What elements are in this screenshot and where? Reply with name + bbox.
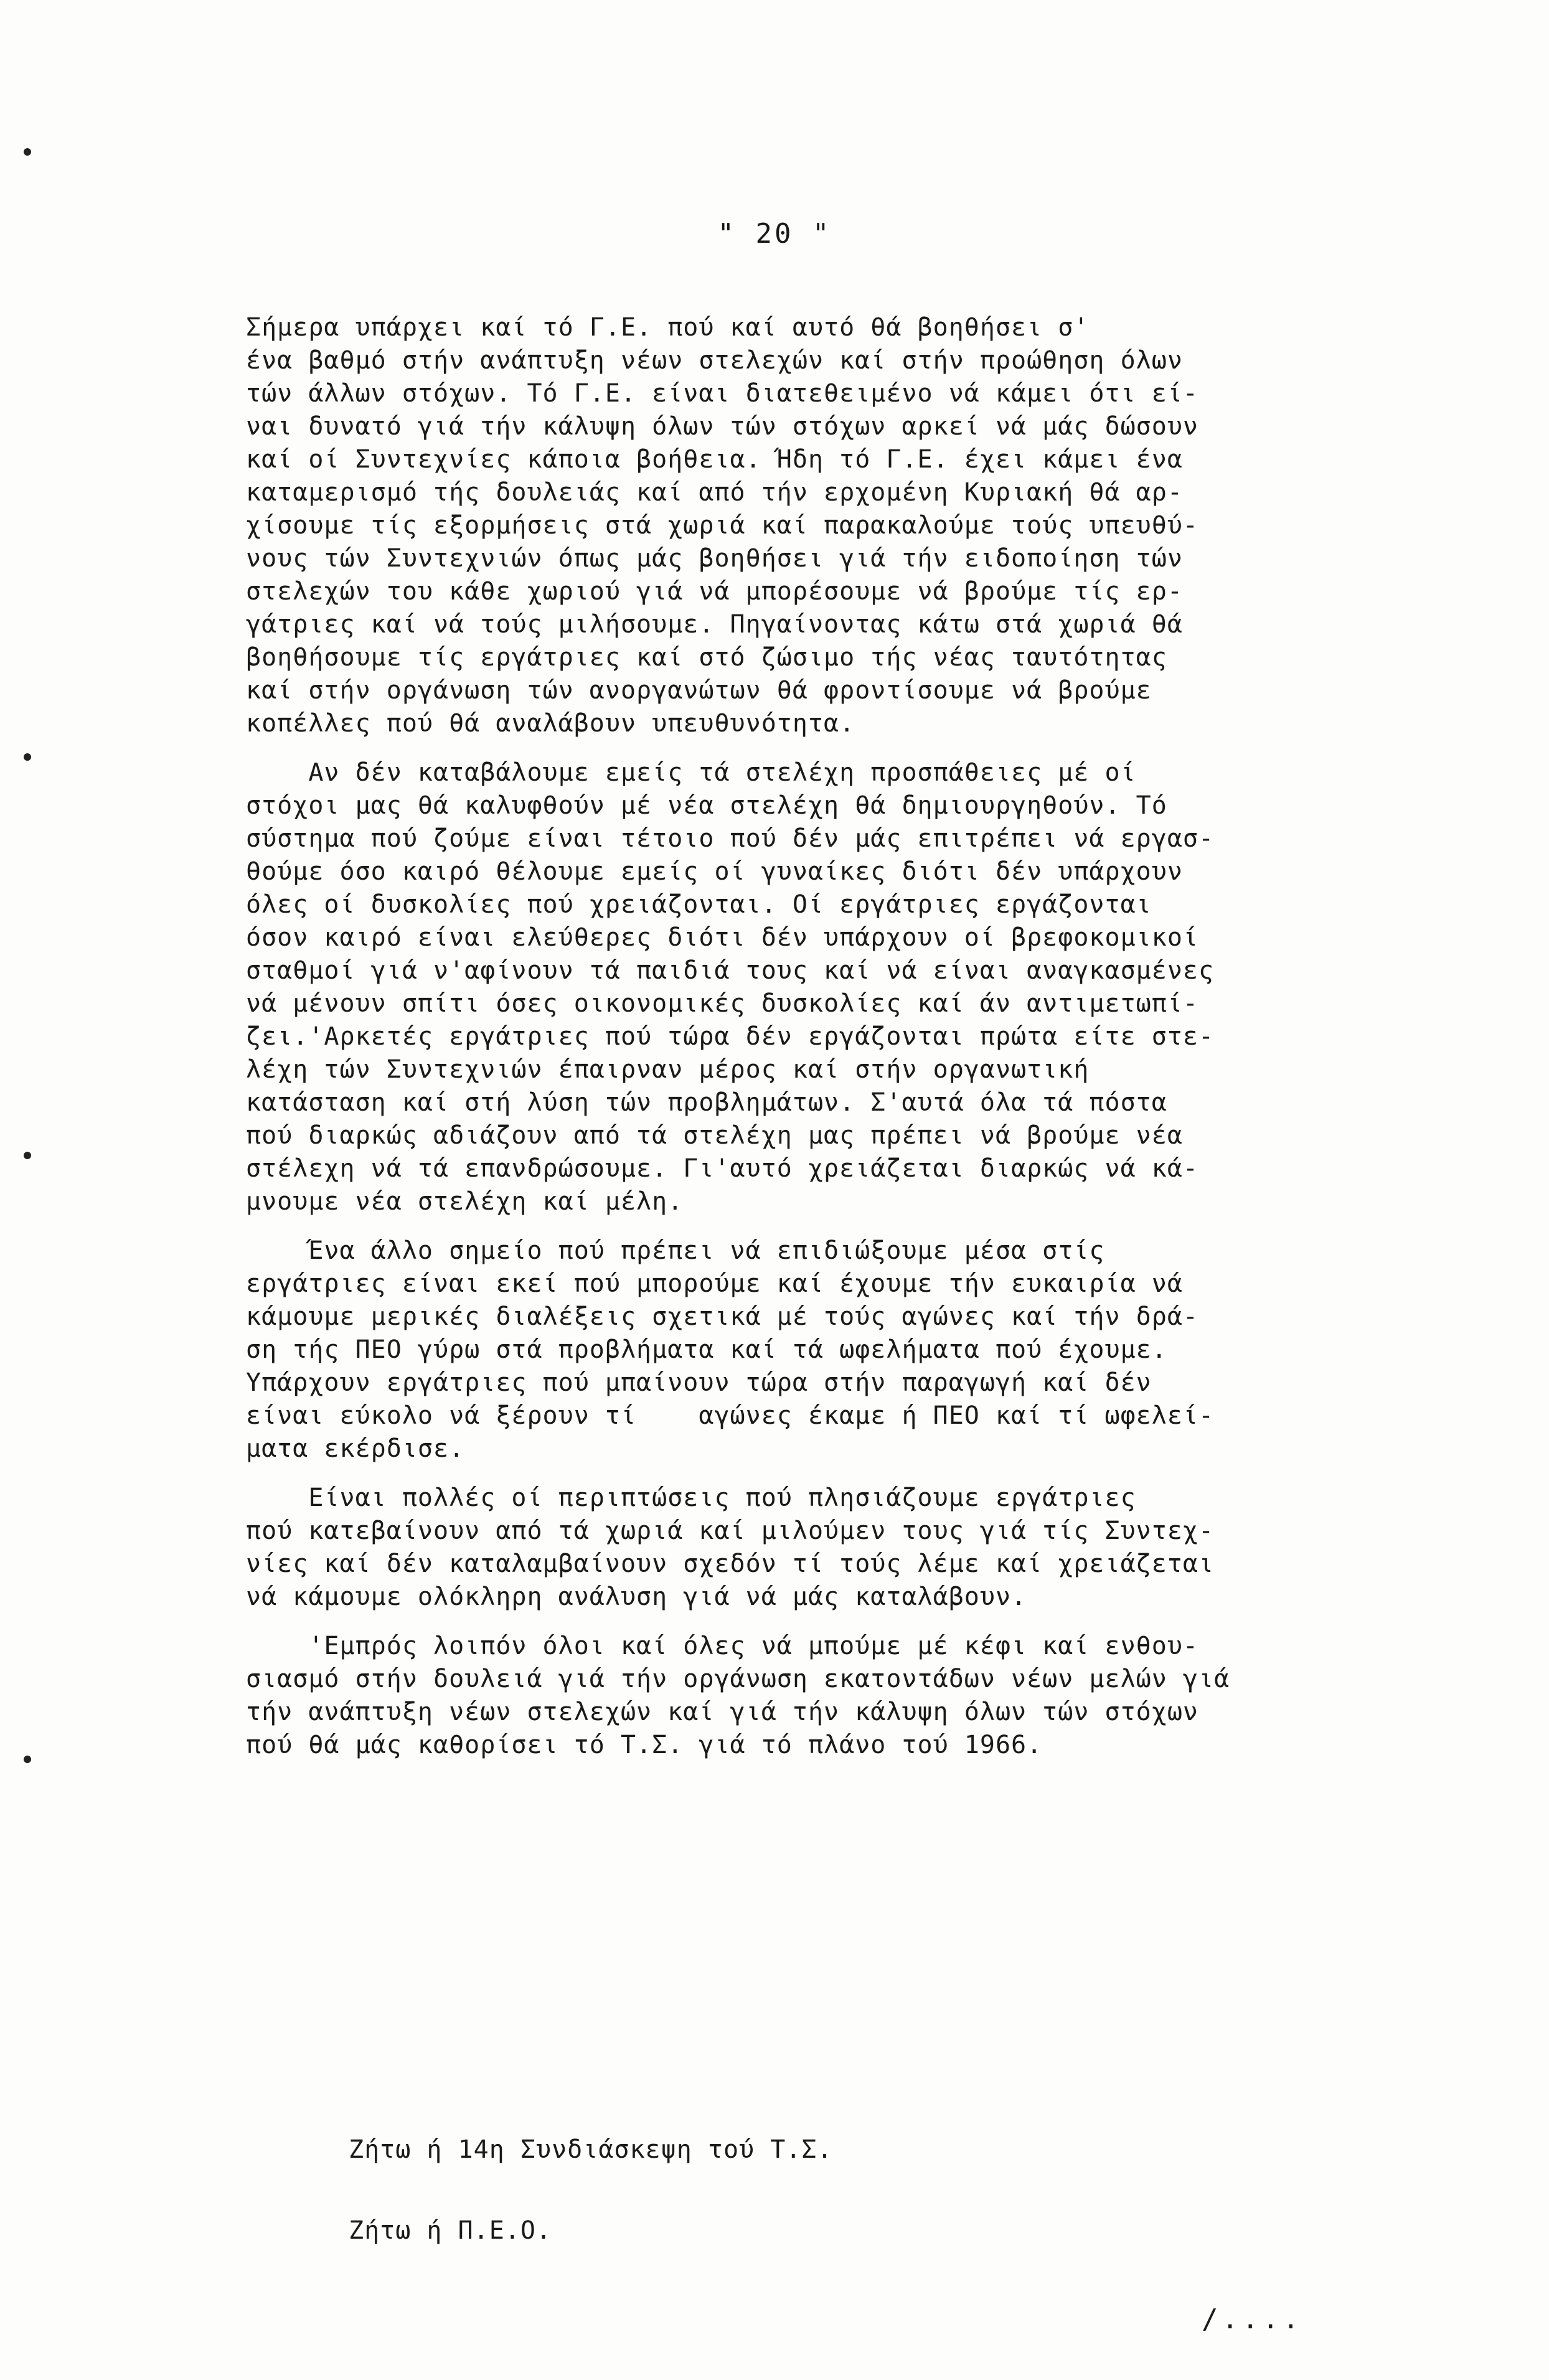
text-line: τήν ανάπτυξη νέων στελεχών καί γιά τήν κάλυψη όλων τών στόχων (246, 1698, 1199, 1726)
text-line: καί οί Συντεχνίες κάποια βοήθεια. Ήδη τό Γ.Ε. έχει κάμει ένα (246, 445, 1183, 474)
text-line: στελεχών του κάθε χωριού γιά νά μπορέσουμε νά βρούμε τίς ερ- (246, 577, 1183, 606)
paragraph-gap (246, 1218, 1479, 1235)
paragraph-gap (246, 740, 1479, 756)
text-line: νά μένουν σπίτι όσες οικονομικές δυσκολίες καί άν αντιμετωπί- (246, 989, 1199, 1018)
text-line: κάμουμε μερικές διαλέξεις σχετικά μέ τούς αγώνες καί τήν δρά- (246, 1302, 1199, 1331)
text-line: ση τής ΠΕΟ γύρω στά προβλήματα καί τά ωφελήματα πού έχουμε. (246, 1335, 1167, 1364)
text-line: πού κατεβαίνουν από τά χωριά καί μιλούμεν τους γιά τίς Συντεχ- (246, 1517, 1215, 1545)
text-line: ναι δυνατό γιά τήν κάλυψη όλων τών στόχων αρκεί νά μάς δώσουν (246, 412, 1199, 441)
text-line: βοηθήσουμε τίς εργάτριες καί στό ζώσιμο τής νέας ταυτότητας (246, 643, 1167, 672)
text-line: 'Εμπρός λοιπόν όλοι καί όλες νά μπούμε μέ κέφι καί ενθου- (246, 1632, 1199, 1660)
paragraph (246, 1482, 1479, 1614)
text-line: στόχοι μας θά καλυφθούν μέ νέα στελέχη θά δημιουργηθούν. Τό (246, 791, 1167, 820)
paragraph (246, 311, 1479, 740)
text-line: Αν δέν καταβάλουμε εμείς τά στελέχη προσπάθειες μέ οί (246, 758, 1136, 787)
text-line: όσον καιρό είναι ελεύθερες διότι δέν υπάρχουν οί βρεφοκομικοί (246, 923, 1199, 952)
text-line: Ένα άλλο σημείο πού πρέπει νά επιδιώξουμε μέσα στίς (246, 1236, 1105, 1265)
closing-slogan: Ζήτω ή Π.Ε.Ο. (349, 2216, 552, 2245)
text-line: Υπάρχουν εργάτριες πού μπαίνουν τώρα στήν παραγωγή καί δέν (246, 1368, 1152, 1397)
text-line: μνουμε νέα στελέχη καί μέλη. (246, 1187, 684, 1216)
text-line: ματα εκέρδισε. (246, 1434, 465, 1463)
text-line: καί στήν οργάνωση τών ανοργανώτων θά φροντίσουμε νά βρούμε (246, 676, 1152, 705)
margin-dot (24, 1152, 31, 1159)
page-number: " 20 " (717, 218, 832, 250)
text-line: Σήμερα υπάρχει καί τό Γ.Ε. πού καί αυτό θά βοηθήσει σ' (246, 313, 1090, 342)
text-line: λέχη τών Συντεχνιών έπαιρναν μέρος καί στήν οργανωτική (246, 1055, 1090, 1084)
text-line: σταθμοί γιά ν'αφίνουν τά παιδιά τους καί νά είναι αναγκασμένες (246, 956, 1215, 985)
text-line: ζει.'Αρκετές εργάτριες πού τώρα δέν εργάζονται πρώτα είτε στε- (246, 1022, 1215, 1051)
text-line: τών άλλων στόχων. Τό Γ.Ε. είναι διατεθειμένο νά κάμει ότι εί- (246, 379, 1199, 408)
text-line: όλες οί δυσκολίες πού χρειάζονται. Οί εργάτριες εργάζονται (246, 890, 1152, 919)
paragraph (246, 756, 1479, 1218)
text-line: νά κάμουμε ολόκληρη ανάλυση γιά νά μάς καταλάβουν. (246, 1583, 1027, 1611)
text-line: ένα βαθμό στήν ανάπτυξη νέων στελεχών καί στήν προώθηση όλων (246, 346, 1183, 375)
text-line: είναι εύκολο νά ξέρουν τί αγώνες έκαμε ή ΠΕΟ καί τί ωφελεί- (246, 1401, 1215, 1430)
text-line: γάτριες καί νά τούς μιλήσουμε. Πηγαίνοντας κάτω στά χωριά θά (246, 610, 1183, 639)
text-line: χίσουμε τίς εξορμήσεις στά χωριά καί παρακαλούμε τούς υπευθύ- (246, 511, 1199, 540)
margin-dot (24, 148, 31, 156)
text-line: θούμε όσο καιρό θέλουμε εμείς οί γυναίκες διότι δέν υπάρχουν (246, 857, 1183, 886)
continuation-mark: /.... (1202, 2303, 1303, 2335)
paragraph-gap (246, 1465, 1479, 1482)
text-line: πού διαρκώς αδιάζουν από τά στελέχη μας πρέπει νά βρούμε νέα (246, 1121, 1183, 1150)
text-line: καταμερισμό τής δουλειάς καί από τήν ερχομένη Κυριακή θά αρ- (246, 478, 1183, 507)
text-line: σύστημα πού ζούμε είναι τέτοιο πού δέν μάς επιτρέπει νά εργασ- (246, 824, 1215, 853)
text-line: Είναι πολλές οί περιπτώσεις πού πλησιάζουμε εργάτριες (246, 1484, 1136, 1512)
text-line: νίες καί δέν καταλαμβαίνουν σχεδόν τί τούς λέμε καί χρειάζεται (246, 1550, 1215, 1578)
margin-dot (24, 753, 31, 761)
text-line: κοπέλλες πού θά αναλάβουν υπευθυνότητα. (246, 709, 855, 738)
letter-body (246, 311, 1479, 1762)
text-line: σιασμό στήν δουλειά γιά τήν οργάνωση εκατοντάδων νέων μελών γιά (246, 1665, 1230, 1693)
paragraph (246, 1630, 1479, 1762)
paragraph-gap (246, 1614, 1479, 1630)
paragraph (246, 1235, 1479, 1465)
text-line: εργάτριες είναι εκεί πού μπορούμε καί έχουμε τήν ευκαιρία νά (246, 1269, 1183, 1298)
text-line: κατάσταση καί στή λύση τών προβλημάτων. Σ'αυτά όλα τά πόστα (246, 1088, 1167, 1117)
closing-slogan: Ζήτω ή 14η Συνδιάσκεψη τού Τ.Σ. (349, 2135, 833, 2164)
margin-dot (24, 1756, 31, 1763)
text-line: νους τών Συντεχνιών όπως μάς βοηθήσει γιά τήν ειδοποίηση τών (246, 544, 1183, 573)
text-line: πού θά μάς καθορίσει τό Τ.Σ. γιά τό πλάνο τού 1966. (246, 1731, 1043, 1759)
text-line: στέλεχη νά τά επανδρώσουμε. Γι'αυτό χρειάζεται διαρκώς νά κά- (246, 1154, 1199, 1183)
